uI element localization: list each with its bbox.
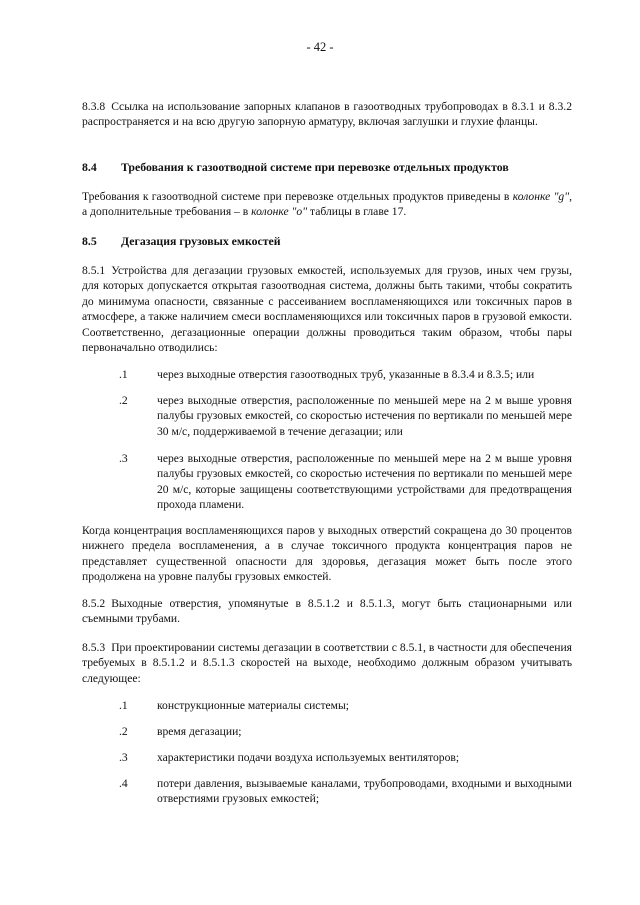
paragraph-text: Ссылка на использование запорных клапанов в газоотводных трубопроводах в 8.3.1 и 8.3.2 распространяется и на всю другую запорную арматуру, включая заглушки и глухие фланцы. [82,100,572,129]
section-title: Требования к газоотводной системе при перевозке отдельных продуктов [121,160,509,174]
paragraph-8-5-1-continuation [82,523,572,585]
section-heading-8-5 [82,234,572,249]
italic-reference: колонке "o" [251,205,308,219]
list-item-text: характеристики подачи воздуха используемых вентиляторов; [157,751,460,764]
section-number: 8.5 [82,234,97,248]
paragraph-text: Требования к газоотводной системе при перевозке отдельных продуктов приведены в [82,190,510,203]
paragraph-number: 8.5.2 [82,597,106,610]
list-item-text: потери давления, вызываемые каналами, трубопроводами, входными и выходными отверстиями грузовых емкостей; [157,777,572,806]
paragraph-8-3-8 [82,99,572,130]
section-number: 8.4 [82,160,97,174]
paragraph-text: Когда концентрация воспламеняющихся паров у выходных отверстий сокращена до 30 процентов нижнего предела воспламенения, а в случае токсичного продукта концентрация паров не представляет существенной опасности для здоровья, дегазация может быть после этого продолжена на уровне палубы грузовых емкостей. [82,524,572,584]
paragraph-8-5-2 [82,596,572,627]
section-heading-8-4 [82,160,572,175]
page-number: - 42 - [306,40,334,54]
paragraph-8-4 [82,189,572,220]
list-item-number: .1 [119,368,128,381]
paragraph-text: Выходные отверстия, упомянутые в 8.5.1.2 и 8.5.1.3, могут быть стационарными или съемными трубами. [82,597,572,626]
italic-reference: колонке "g" [512,190,570,203]
list-item-number: .4 [119,777,128,790]
paragraph-number: 8.5.1 [82,264,106,277]
list-item-text: через выходные отверстия, расположенные по меньшей мере на 2 м выше уровня палубы грузовых емкостей, со скоростью истечения по вертикали по меньшей мере 20 м/с, которые защищены соответствующими устройствами для предотвращения прохода пламени. [157,452,572,512]
list-item-text: через выходные отверстия, расположенные по меньшей мере на 2 м выше уровня палубы грузовых емкостей, со скоростью истечения по вертикали по меньшей мере 30 м/с, поддерживаемой в течение дегазации; или [157,394,572,438]
paragraph-8-5-1 [82,263,572,355]
list-item-text: через выходные отверстия газоотводных труб, указанные в 8.3.4 и 8.3.5; или [157,368,535,381]
paragraph-number: 8.3.8 [82,100,106,113]
list-item-number: .3 [119,751,128,764]
paragraph-8-5-3 [82,640,572,686]
section-title: Дегазация грузовых емкостей [121,234,281,248]
list-item-text: конструкционные материалы системы; [157,699,350,712]
list-item-text: время дегазации; [157,725,242,738]
list-item-number: .3 [119,452,128,465]
list-item-number: .1 [119,699,128,712]
paragraph-text: , а дополнительные требования – в [82,190,573,219]
list-item-number: .2 [119,394,128,407]
paragraph-text: Устройства для дегазации грузовых емкостей, используемых для грузов, иных чем грузы, для которых допускается открытая газоотводная система, должны быть такими, чтобы сократить до минимума опасности, связанные с рассеиванием воспламеняющихся или токсичных паров в атмосфере, а также наличием смеси воспламеняющихся или токсичных паров в грузовой емкости. Соответственно, дегазационные операции должны проводиться таким образом, чтобы пары первоначально отводились: [82,264,572,355]
paragraph-number: 8.5.3 [82,641,106,654]
paragraph-text: При проектировании системы дегазации в соответствии с 8.5.1, в частности для обеспечения требуемых в 8.5.1.2 и 8.5.1.3 скоростей на выходе, необходимо должным образом учитывать следующее: [82,641,572,685]
paragraph-text: таблицы в главе 17. [310,205,407,219]
list-item-number: .2 [119,725,128,738]
